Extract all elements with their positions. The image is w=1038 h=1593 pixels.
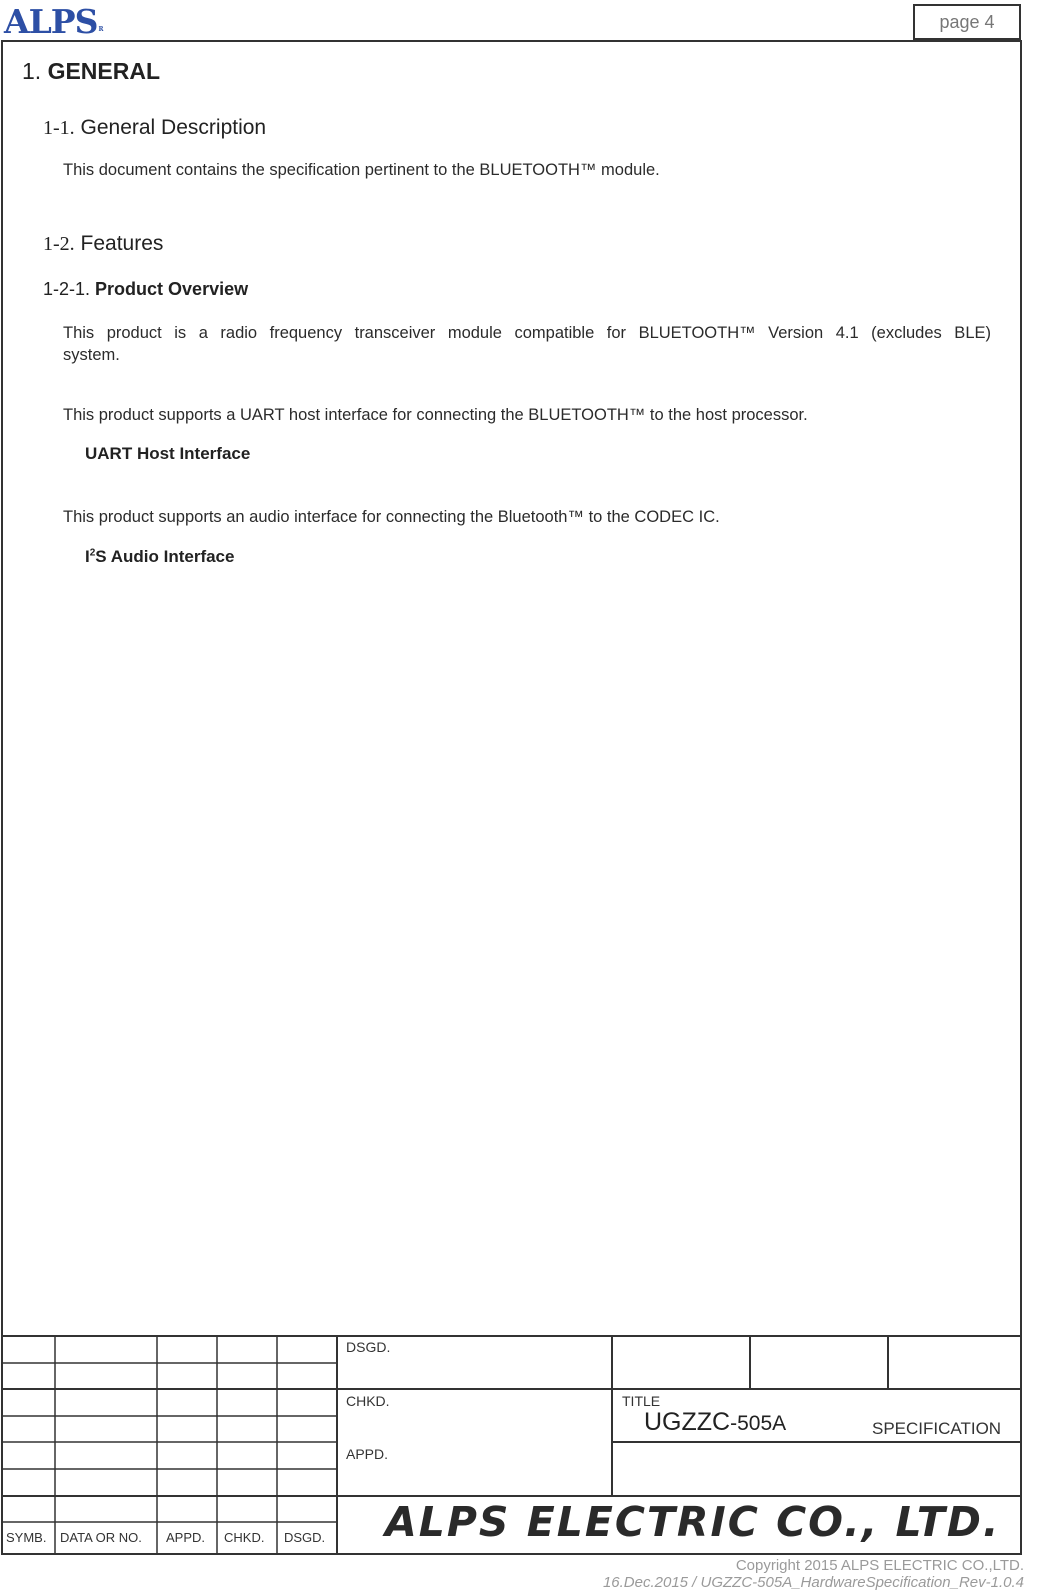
specification-label: SPECIFICATION [872,1419,1002,1438]
uart-interface-label: UART Host Interface [85,444,251,463]
page-label: page 4 [939,11,995,32]
col-chkd: CHKD. [224,1530,265,1545]
col-symb: SYMB. [6,1530,47,1545]
subsection-1-1-heading: 1-1. General Description [43,116,267,139]
model-number: UGZZC-505A [644,1408,787,1436]
document-reference: 16.Dec.2015 / UGZZC-505A_HardwareSpecification_Rev-1.0.4 [602,1574,1024,1591]
subsection-1-2-heading: 1-2. Features [43,232,164,255]
general-description-text: This document contains the specification pertinent to the BLUETOOTH™ module. [63,161,660,179]
alps-logo: ALPSR [4,2,103,41]
uart-paragraph: This product supports a UART host interface for connecting the BLUETOOTH™ to the host processor. [63,406,808,424]
i2s-interface-label: $I^2S$ Audio Interface [85,547,235,566]
registered-mark: R [98,26,103,33]
company-name: ALPS ELECTRIC CO., LTD. [385,1498,1001,1546]
audio-paragraph: This product supports an audio interface for connecting the Bluetooth™ to the CODEC IC. [63,508,720,526]
overview-paragraph-line2: system. [63,346,120,364]
section-heading: 1. GENERAL [22,58,161,84]
col-appd: APPD. [166,1530,206,1545]
appd-label: APPD. [346,1446,389,1462]
copyright-notice: Copyright 2015 ALPS ELECTRIC CO.,LTD. [735,1557,1024,1574]
title-label: TITLE [622,1393,661,1409]
col-dsgd: DSGD. [284,1530,326,1545]
col-data-or-no: DATA OR NO. [60,1530,142,1545]
dsgd-label: DSGD. [346,1339,391,1355]
subsection-1-2-1-heading: 1-2-1. Product Overview [43,279,249,299]
chkd-label: CHKD. [346,1393,390,1409]
overview-paragraph-line1: This product is a radio frequency transceiver module compatible for BLUETOOTH™ Version 4.1 (excludes BLE) [63,324,991,342]
